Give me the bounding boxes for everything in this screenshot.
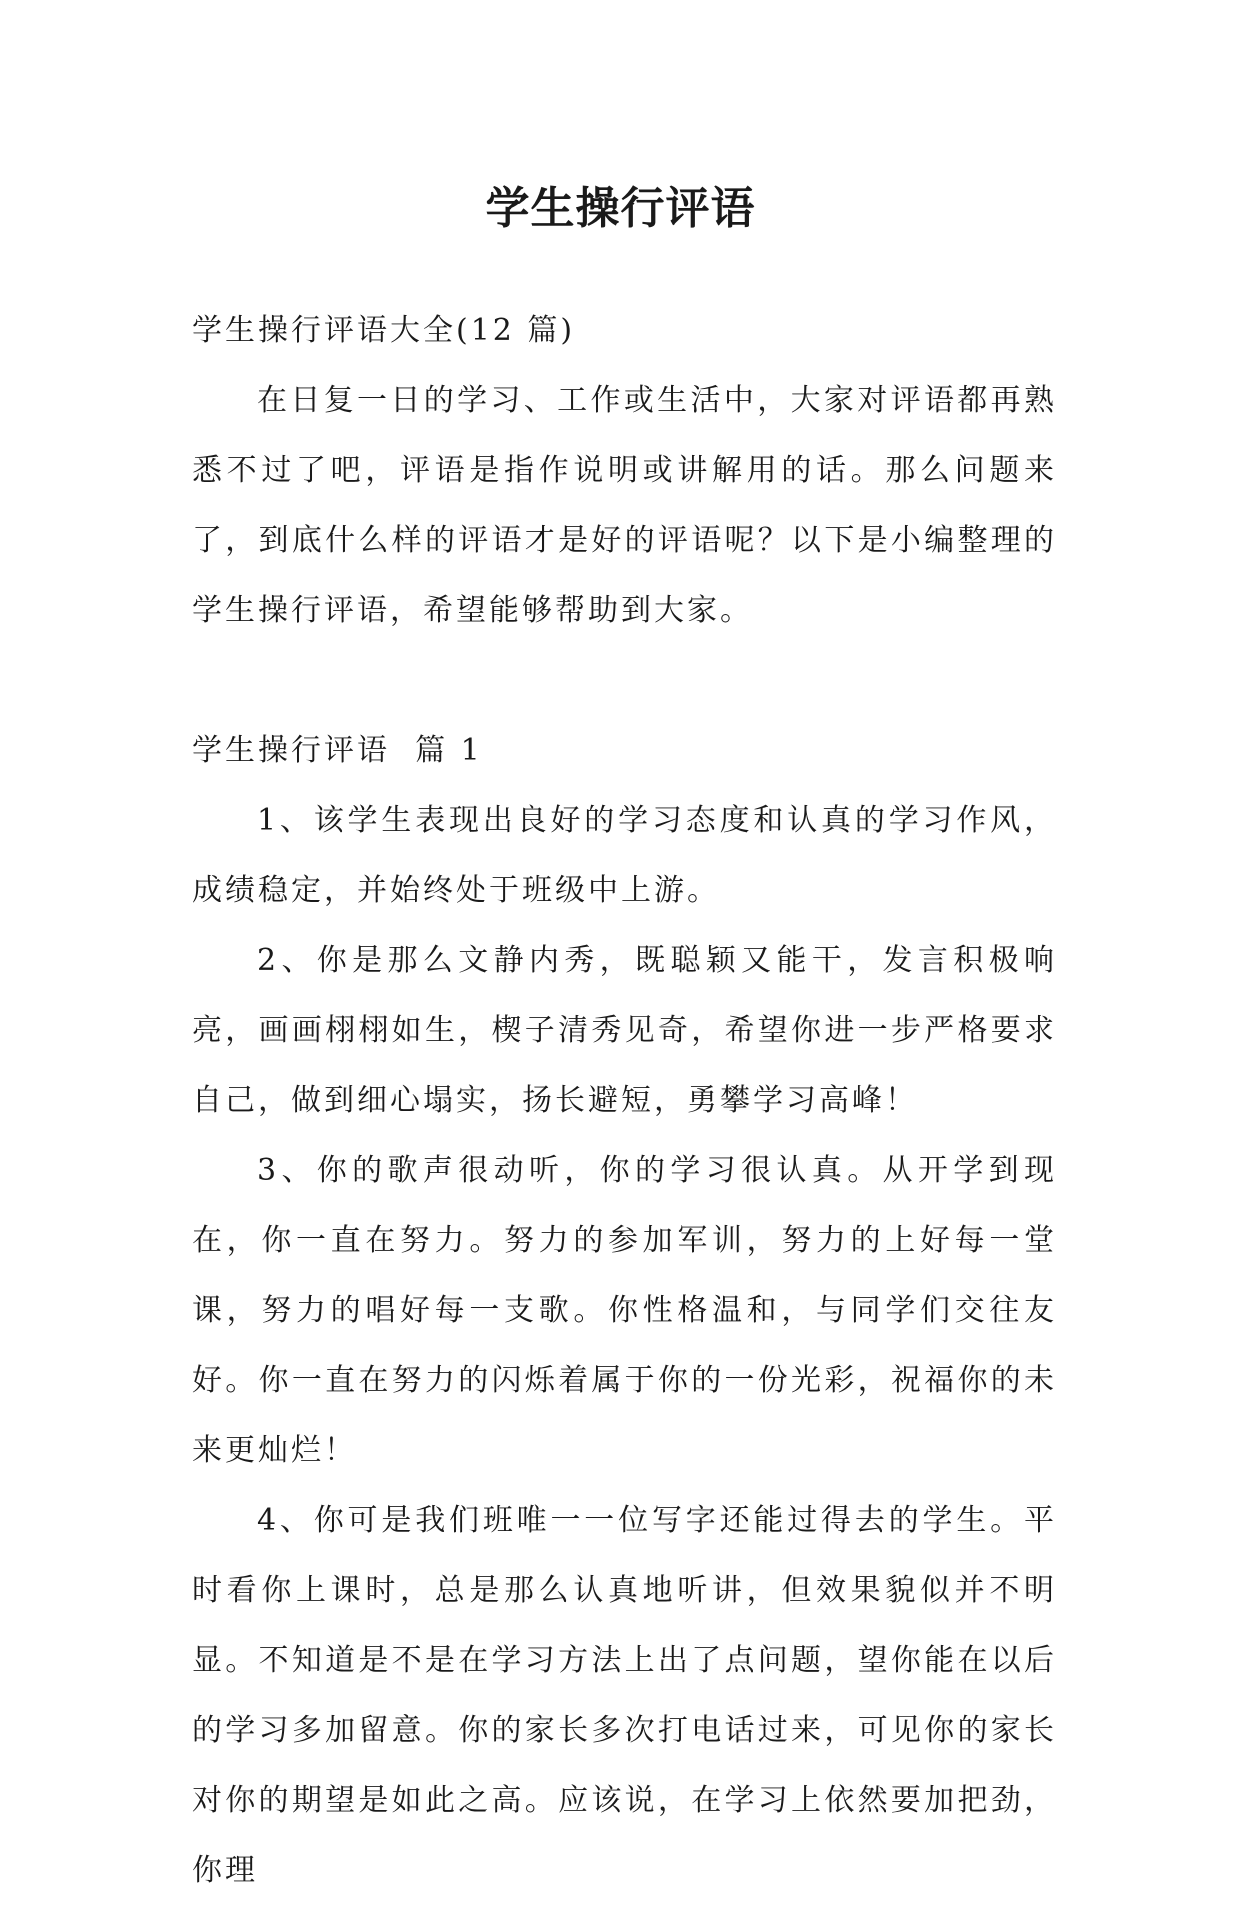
intro-paragraph: 在日复一日的学习、工作或生活中，大家对评语都再熟悉不过了吧，评语是指作说明或讲解用的话。那么问题来了，到底什么样的评语才是好的评语呢？以下是小编整理的学生操行评语，希望能够帮助到大家。 xyxy=(192,383,1057,628)
intro-heading: 学生操行评语大全(12 篇) xyxy=(192,313,576,348)
document-body xyxy=(192,296,1057,1906)
page-title: 学生操行评语 xyxy=(485,183,756,235)
comment-item-2: 2、你是那么文静内秀，既聪颖又能干，发言积极响亮，画画栩栩如生，楔子清秀见奇，希望你进一步严格要求自己，做到细心塌实，扬长避短，勇攀学习高峰！ xyxy=(192,943,1057,1118)
comment-item-4: 4、你可是我们班唯一一位写字还能过得去的学生。平时看你上课时，总是那么认真地听讲，但效果貌似并不明显。不知道是不是在学习方法上出了点问题，望你能在以后的学习多加留意。你的家长多次打电话过来，可见你的家长对你的期望是如此之高。应该说，在学习上依然要加把劲，你理 xyxy=(192,1503,1057,1888)
comment-item-3: 3、你的歌声很动听，你的学习很认真。从开学到现在，你一直在努力。努力的参加军训，努力的上好每一堂课，努力的唱好每一支歌。你性格温和，与同学们交往友好。你一直在努力的闪烁着属于你的一份光彩，祝福你的未来更灿烂！ xyxy=(192,1153,1057,1468)
comment-item-1: 1、该学生表现出良好的学习态度和认真的学习作风，成绩稳定，并始终处于班级中上游。 xyxy=(192,803,1057,908)
section-spacer xyxy=(192,646,1057,716)
section-heading: 学生操行评语 篇 1 xyxy=(192,733,483,768)
